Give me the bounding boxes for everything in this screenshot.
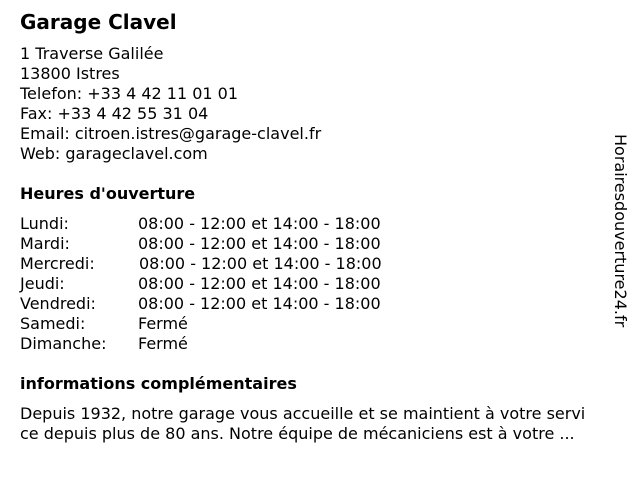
website-address: Web: garageclavel.com [20,144,208,163]
day-label: Mercredi: [20,254,95,273]
opening-hours-heading: Heures d'ouverture [20,184,196,203]
day-label: Samedi: [20,314,86,333]
time-value: 08:00 - 12:00 et 14:00 - 18:00 [138,234,381,253]
business-name: Garage Clavel [20,10,177,34]
time-value: 08:00 - 12:00 et 14:00 - 18:00 [138,294,381,313]
day-label: Lundi: [20,214,69,233]
day-label: Dimanche: [20,334,107,353]
additional-info-text [20,404,630,444]
fax-number: Fax: +33 4 42 55 31 04 [20,104,209,123]
description-line: Depuis 1932, notre garage vous accueille et se maintient à votre servi [20,404,586,423]
address-city: 13800 Istres [20,64,120,83]
site-watermark: Horairesdouverture24.fr [611,134,630,328]
time-value: 08:00 - 12:00 et 14:00 - 18:00 [138,214,381,233]
additional-info-heading: informations complémentaires [20,374,297,393]
email-address: Email: citroen.istres@garage-clavel.fr [20,124,322,143]
time-value: 08:00 - 12:00 et 14:00 - 18:00 [139,254,382,273]
day-label: Mardi: [20,234,70,253]
description-line: ce depuis plus de 80 ans. Notre équipe de mécaniciens est à votre ... [20,424,575,443]
time-value: Fermé [138,334,188,353]
contact-block [20,44,321,164]
time-value: 08:00 - 12:00 et 14:00 - 18:00 [138,274,381,293]
phone-number: Telefon: +33 4 42 11 01 01 [20,84,239,103]
time-value: Fermé [138,314,188,333]
day-label: Jeudi: [20,274,65,293]
day-label: Vendredi: [20,294,96,313]
address-street: 1 Traverse Galilée [20,44,164,63]
